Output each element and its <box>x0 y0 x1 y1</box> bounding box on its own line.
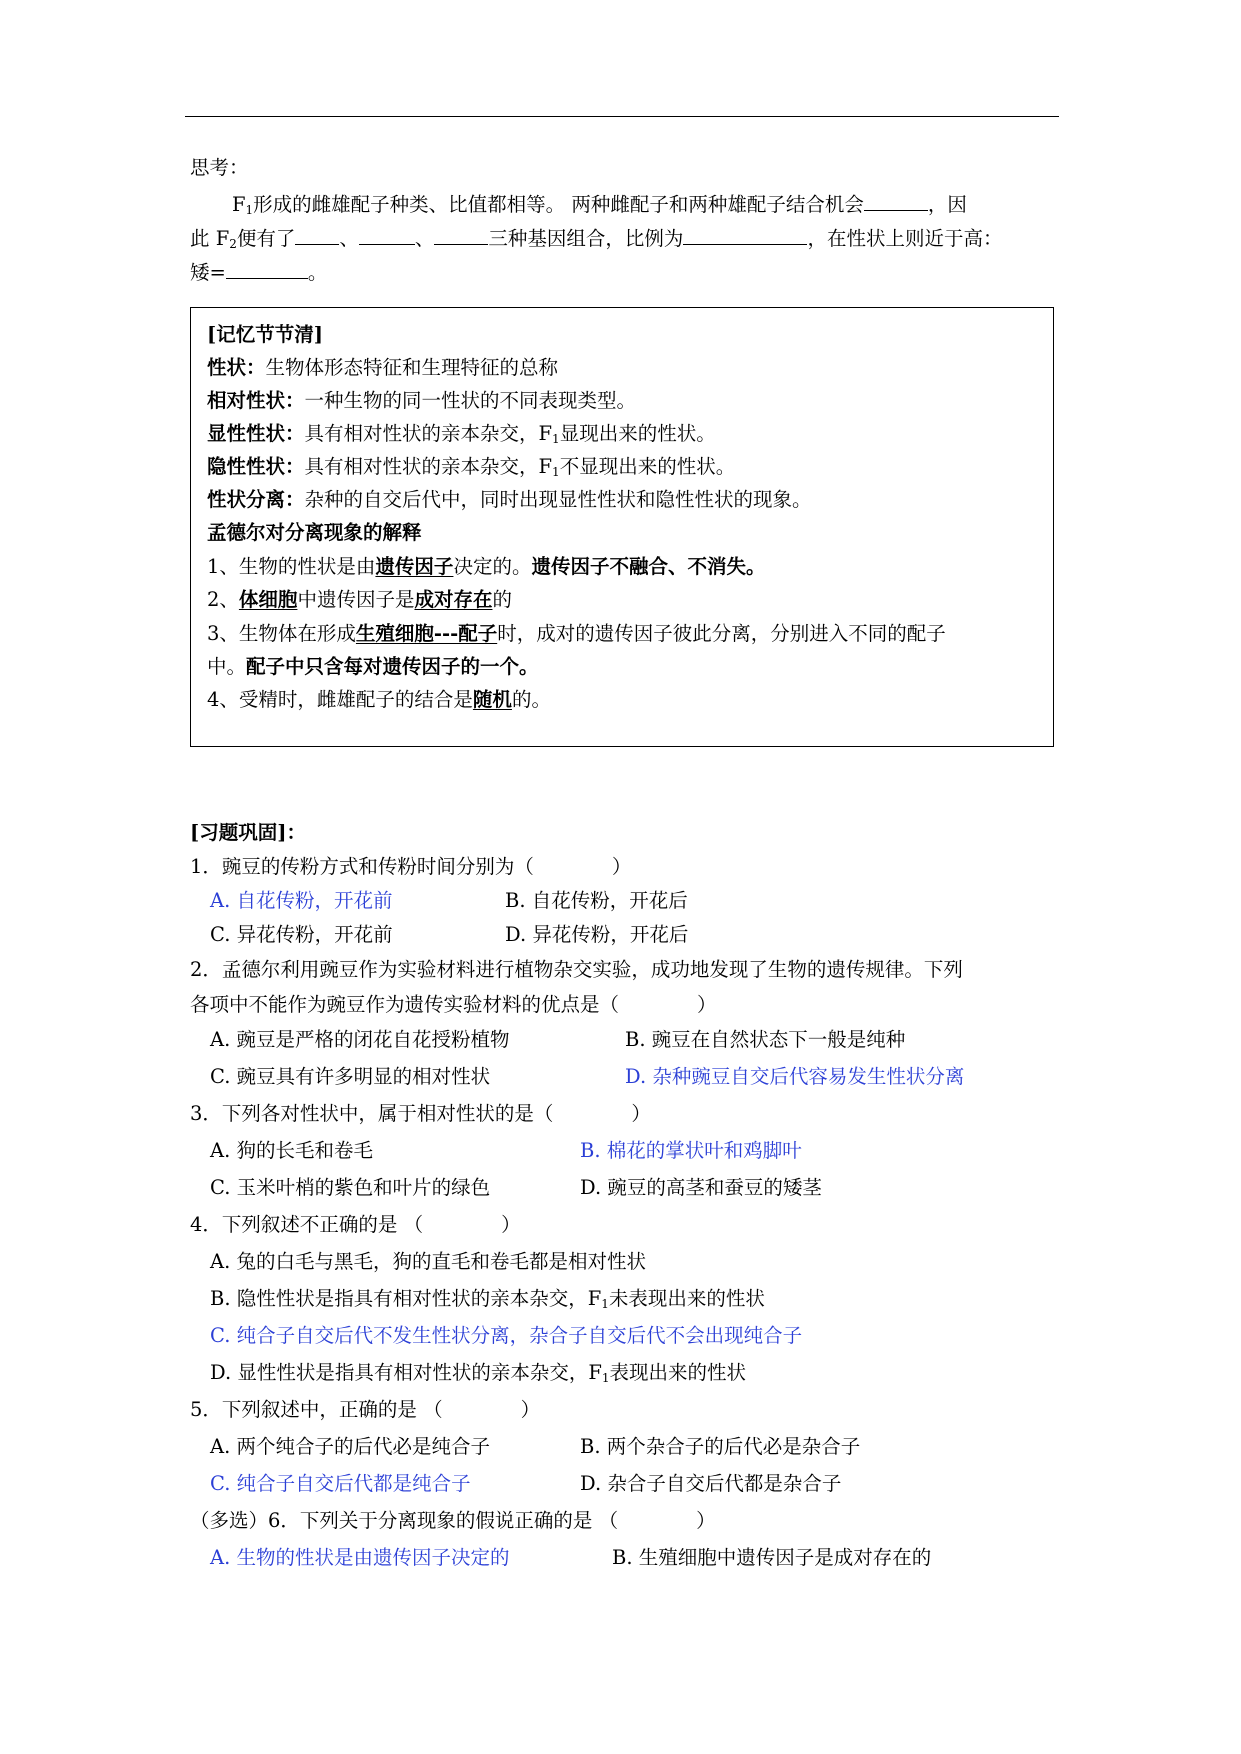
explanation-point-3-cont <box>207 657 539 677</box>
separator: 、 <box>339 227 359 250</box>
think-text: 形成的雌雄配子种类、比值都相等。 两种雌配子和两种雄配子结合机会 <box>253 193 864 216</box>
question-2-line-2: 各项中不能作为豌豆作为遗传实验材料的优点是（ ） <box>190 993 717 1016</box>
key-statement: 遗传因子不融合、不消失。 <box>531 555 766 578</box>
subscript: 1 <box>552 465 560 479</box>
think-line-1 <box>232 192 967 215</box>
def-term: 隐性性状： <box>207 455 305 478</box>
point-text: 4、受精时，雌雄配子的结合是 <box>207 688 473 711</box>
q4-option-d[interactable] <box>210 1363 746 1383</box>
point-text: 决定的。 <box>453 555 532 578</box>
explanation-title: 孟德尔对分离现象的解释 <box>207 521 422 544</box>
q2-option-d[interactable]: D. 杂种豌豆自交后代容易发生性状分离 <box>625 1065 965 1088</box>
think-text: 此 F <box>190 227 230 250</box>
def-recessive <box>207 457 735 477</box>
def-term: 性状： <box>207 356 266 379</box>
question-6: （多选）6．下列关于分离现象的假说正确的是 （ ） <box>190 1509 716 1532</box>
q3-option-a[interactable]: A. 狗的长毛和卷毛 <box>210 1139 373 1162</box>
explanation-point-4 <box>207 690 551 710</box>
point-text: 的 <box>492 588 512 611</box>
q5-option-b[interactable]: B. 两个杂合子的后代必是杂合子 <box>580 1435 861 1458</box>
key-term: 随机 <box>472 688 512 711</box>
point-text: 1、生物的性状是由 <box>207 555 376 578</box>
q3-option-b[interactable]: B. 棉花的掌状叶和鸡脚叶 <box>580 1139 802 1162</box>
q3-option-d[interactable]: D. 豌豆的高茎和蚕豆的矮茎 <box>580 1176 822 1199</box>
def-relative-trait <box>207 391 636 411</box>
subscript: 1 <box>601 1297 609 1311</box>
key-term: 遗传因子 <box>375 555 454 578</box>
q5-option-a[interactable]: A. 两个纯合子的后代必是纯合子 <box>210 1435 490 1458</box>
def-text: 具有相对性状的亲本杂交，F <box>304 455 553 478</box>
think-text: 。 <box>307 261 328 284</box>
think-text: F <box>232 193 246 216</box>
q3-option-c[interactable]: C. 玉米叶梢的紫色和叶片的绿色 <box>210 1176 491 1199</box>
point-text: 中遗传因子是 <box>297 588 415 611</box>
explanation-point-1 <box>207 557 765 577</box>
q1-option-d[interactable]: D. 异花传粉，开花后 <box>505 923 689 946</box>
q1-option-a[interactable]: A. 自花传粉，开花前 <box>210 889 393 912</box>
think-text: 矮= <box>190 261 226 284</box>
def-text: 具有相对性状的亲本杂交，F <box>304 422 553 445</box>
def-text: 生物体形态特征和生理特征的总称 <box>265 356 559 379</box>
q5-option-c[interactable]: C. 纯合子自交后代都是纯合子 <box>210 1472 471 1495</box>
fill-blank[interactable] <box>864 192 928 211</box>
fill-blank[interactable] <box>434 226 488 245</box>
q1-option-b[interactable]: B. 自花传粉，开花后 <box>505 889 688 912</box>
key-term: 体细胞 <box>238 588 298 611</box>
question-2-line-1: 2．孟德尔利用豌豆作为实验材料进行植物杂交实验，成功地发现了生物的遗传规律。下列 <box>190 958 963 981</box>
q4-option-c[interactable]: C. 纯合子自交后代不发生性状分离，杂合子自交后代不会出现纯合子 <box>210 1324 803 1347</box>
subscript: 1 <box>245 203 254 217</box>
fill-blank[interactable] <box>295 226 339 245</box>
point-text: 中。 <box>207 655 247 678</box>
q5-option-d[interactable]: D. 杂合子自交后代都是杂合子 <box>580 1472 842 1495</box>
q1-option-c[interactable]: C. 异花传粉，开花前 <box>210 923 393 946</box>
think-line-3 <box>190 260 327 283</box>
think-text: 便有了 <box>236 227 296 250</box>
def-text: 杂种的自交后代中，同时出现显性性状和隐性性状的现象。 <box>304 488 812 511</box>
q2-option-c[interactable]: C. 豌豆具有许多明显的相对性状 <box>210 1065 491 1088</box>
question-5: 5．下列叙述中，正确的是 （ ） <box>190 1398 541 1421</box>
think-text: ，因 <box>927 193 967 216</box>
exercises-title: [习题巩固]： <box>190 821 306 844</box>
def-text: 不显现出来的性状。 <box>559 455 736 478</box>
def-segregation <box>207 490 812 510</box>
fill-blank[interactable] <box>683 226 807 245</box>
think-text: 三种基因组合，比例为 <box>488 227 684 250</box>
def-dominant <box>207 424 716 444</box>
fill-blank[interactable] <box>359 226 415 245</box>
q6-option-a[interactable]: A. 生物的性状是由遗传因子决定的 <box>210 1546 510 1569</box>
subscript: 2 <box>229 237 237 251</box>
option-text: B. 隐性性状是指具有相对性状的亲本杂交，F <box>210 1287 602 1310</box>
explanation-point-2 <box>207 590 512 610</box>
subscript: 1 <box>552 432 560 446</box>
option-text: 表现出来的性状 <box>609 1361 747 1384</box>
key-term: 生殖细胞---配子 <box>355 622 498 645</box>
header-rule <box>185 116 1059 117</box>
def-term: 显性性状： <box>207 422 305 445</box>
def-term: 相对性状： <box>207 389 305 412</box>
question-3: 3．下列各对性状中，属于相对性状的是（ ） <box>190 1102 651 1125</box>
option-text: 未表现出来的性状 <box>608 1287 765 1310</box>
def-trait <box>207 358 558 378</box>
think-heading: 思考： <box>190 156 249 179</box>
key-term: 成对存在 <box>414 588 493 611</box>
separator: 、 <box>414 227 435 250</box>
q4-option-b[interactable] <box>210 1289 765 1309</box>
q6-option-b[interactable]: B. 生殖细胞中遗传因子是成对存在的 <box>612 1546 932 1569</box>
key-statement: 配子中只含每对遗传因子的一个。 <box>246 655 539 678</box>
point-text: 3、生物体在形成 <box>207 622 356 645</box>
explanation-point-3 <box>207 624 946 644</box>
def-text: 显现出来的性状。 <box>559 422 716 445</box>
q2-option-b[interactable]: B. 豌豆在自然状态下一般是纯种 <box>625 1028 906 1051</box>
think-line-2 <box>190 226 1002 249</box>
point-text: 的。 <box>511 688 551 711</box>
question-1: 1．豌豆的传粉方式和传粉时间分别为（ ） <box>190 855 632 878</box>
def-term: 性状分离： <box>207 488 305 511</box>
point-text: 2、 <box>207 588 239 611</box>
fill-blank[interactable] <box>226 260 308 279</box>
memory-title: [记忆节节清] <box>207 323 323 346</box>
option-text: D. 显性性状是指具有相对性状的亲本杂交，F <box>210 1361 602 1384</box>
q2-option-a[interactable]: A. 豌豆是严格的闭花自花授粉植物 <box>210 1028 510 1051</box>
def-text: 一种生物的同一性状的不同表现类型。 <box>304 389 637 412</box>
question-4: 4．下列叙述不正确的是 （ ） <box>190 1213 521 1236</box>
subscript: 1 <box>601 1371 610 1385</box>
point-text: 时，成对的遗传因子彼此分离，分别进入不同的配子 <box>497 622 946 645</box>
q4-option-a[interactable]: A. 兔的白毛与黑毛，狗的直毛和卷毛都是相对性状 <box>210 1250 646 1273</box>
think-text: ，在性状上则近于高： <box>807 227 1003 250</box>
